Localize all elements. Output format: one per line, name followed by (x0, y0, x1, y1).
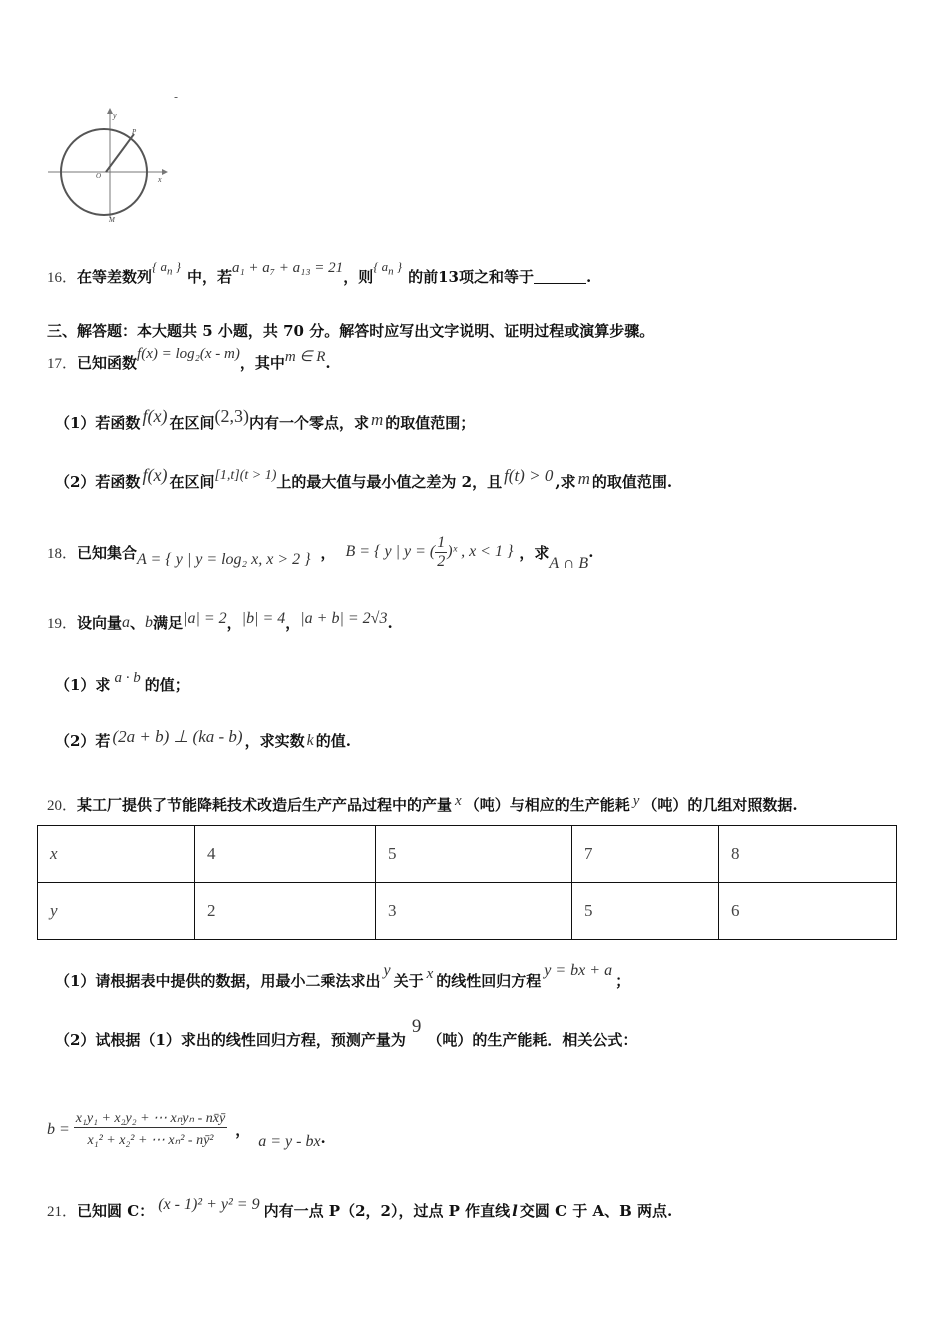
q16-text-5: 项之和等于 (459, 268, 535, 286)
q16-n13: 13 (438, 267, 459, 286)
section-3-title: 三、解答题：本大题共 5 小题，共 70 分。解答时应写出文字说明、证明过程或演算步骤。 (47, 322, 655, 340)
q19-cond-3: |a + b| = 2√3 (300, 609, 388, 627)
q19-text-1: 设向量 (77, 614, 123, 632)
q17-end: . (325, 353, 331, 372)
q19-p1-expr: a · b (114, 670, 141, 686)
q16-seq: { $a_n$ } (152, 259, 181, 278)
q20-data-table (37, 825, 897, 940)
q21-text-3: 交圆 C 于 A、B 两点. (519, 1202, 673, 1220)
table-cell: 5 (572, 883, 719, 940)
q20-p1-equation: y = bx + a (544, 961, 613, 979)
q20-part-1 (55, 961, 631, 991)
q17-condition: m ∈ R (284, 349, 326, 365)
q20-y: y (632, 793, 640, 809)
q19-part-1 (55, 670, 190, 695)
q19-sep: 、 (130, 614, 146, 632)
question-19 (47, 609, 393, 633)
q20-p1-y: y (383, 961, 391, 979)
q17-function: f(x) = log₂(x - m) (137, 346, 240, 362)
q17-number: 17． (47, 356, 78, 372)
q17-part-1 (55, 406, 476, 433)
table-cell: x (38, 826, 195, 883)
question-16 (47, 259, 592, 287)
q19-cond-1: |a| = 2 (183, 609, 227, 627)
q16-seq-2: { $a_n$ } (373, 259, 403, 278)
label-o: O (96, 172, 102, 180)
q20-formula (47, 1110, 326, 1149)
q17-p2-text-2: 上的最大值与最小值之差为 2，且 (276, 473, 503, 491)
q17-part-2 (55, 465, 673, 492)
label-p: P (132, 128, 137, 136)
q17-p2-text-4: 的取值范围. (591, 473, 673, 491)
q16-text-2: 中，若 (186, 268, 232, 286)
q17-p1-fx: f(x) (142, 406, 168, 426)
q19-p2-text-1: ，求实数 (244, 732, 305, 750)
q17-p2-m: m (577, 468, 590, 488)
q17-p2-label: （2）若函数 (55, 473, 141, 491)
table-cell: 2 (195, 883, 376, 940)
q19-p2-k: k (306, 731, 314, 749)
question-18 (47, 524, 593, 580)
q20-text-2: （吨）与相应的生产能耗 (464, 796, 630, 814)
question-17 (47, 346, 331, 373)
q17-p1-text-1: 在区间 (169, 414, 215, 432)
q16-text-3: ，则 (343, 268, 374, 286)
q17-p1-text-3: 的取值范围； (385, 414, 476, 432)
table-cell: 4 (195, 826, 376, 883)
q16-end: . (586, 267, 592, 286)
table-cell: 8 (719, 826, 897, 883)
formula-numerator: x₁y₁ + x₂y₂ + ⋯ xₙyₙ - nx̄ȳ (75, 1111, 226, 1126)
formula-b-fraction (74, 1110, 227, 1149)
question-21 (47, 1195, 673, 1221)
q17-text-1: 已知函数 (77, 354, 138, 372)
stray-mark: - (174, 90, 179, 104)
table-cell: 7 (572, 826, 719, 883)
q20-p1-text-2: 的线性回归方程 (436, 972, 542, 990)
q18-comma: ， (320, 543, 336, 562)
q19-p2-label: （2）若 (55, 732, 111, 750)
label-m: M (109, 216, 115, 224)
q17-p2-fx: f(x) (142, 465, 168, 485)
q19-p1-text-1: 的值； (144, 676, 190, 694)
table-row (38, 883, 897, 940)
formula-end: . (320, 1128, 326, 1147)
q18-number: 18． (47, 545, 78, 562)
q21-text-1: 已知圆 C： (77, 1202, 155, 1220)
q21-equation: (x - 1)² + y² = 9 (158, 1195, 260, 1213)
q17-p1-label: （1）若函数 (55, 414, 141, 432)
q19-p2-text-2: 的值. (315, 732, 351, 750)
q20-p1-label: （1）请根据表中提供的数据，用最小二乘法求出 (55, 972, 381, 990)
q20-text-1: 某工厂提供了节能降耗技术改造后生产产品过程中的产量 (77, 796, 453, 814)
label-y: y (113, 111, 117, 120)
q17-p2-interval: [1,t](t > 1) (214, 467, 277, 483)
q20-p2-nine: 9 (411, 1016, 422, 1037)
table-row (38, 826, 897, 883)
question-20 (47, 794, 798, 815)
q17-text-2: ，其中 (239, 354, 285, 372)
table-cell: y (38, 883, 195, 940)
q19-number: 19． (47, 616, 78, 632)
q21-l: l (512, 1201, 518, 1220)
label-x: x (158, 175, 162, 184)
q17-p2-text-3: ,求 (555, 473, 576, 491)
formula-comma: ， (235, 1121, 251, 1139)
q18-text-1: 已知集合 (77, 543, 138, 562)
q18-end: . (588, 543, 594, 561)
q20-number: 20． (47, 798, 78, 814)
q20-x: x (455, 793, 462, 809)
q16-text-4: 的前 (408, 268, 439, 286)
q18-set-a: A = { y | y = log₂ x, x > 2 } (137, 551, 311, 568)
q19-end: . (387, 613, 393, 632)
q16-text-1: 在等差数列 (77, 268, 153, 286)
q20-p1-x: x (426, 966, 434, 982)
q17-p2-condition: f(t) > 0 (504, 465, 554, 485)
q17-p1-interval: (2,3) (214, 406, 249, 426)
formula-denominator: x₁² + x₂² + ⋯ xₙ² - nȳ² (87, 1133, 214, 1148)
q20-p1-text-1: 关于 (393, 972, 424, 990)
q19-comma-2: ， (285, 614, 301, 632)
q16-number: 16． (47, 270, 78, 286)
formula-a-eq: a = y - bx (258, 1132, 321, 1150)
q18-set-b: B = { y | y = ( $\frac{1}{2}$ )ˣ , x < 1 } (345, 533, 514, 570)
q19-comma-1: ， (226, 614, 242, 632)
q19-cond-2: |b| = 4 (241, 609, 286, 627)
q19-p1-label: （1）求 (55, 676, 111, 694)
q20-p2-label: （2）试根据（1）求出的线性回归方程，预测产量为 (55, 1030, 406, 1049)
q20-p2-text-1: （吨）的生产能耗．相关公式： (427, 1030, 638, 1049)
table-cell: 5 (376, 826, 572, 883)
table-cell: 3 (376, 883, 572, 940)
circle-figure (40, 100, 180, 230)
q18-text-2: ，求 (519, 543, 550, 562)
q17-p2-text-1: 在区间 (169, 473, 215, 491)
q21-number: 21． (47, 1204, 78, 1220)
formula-b-lhs: b = (47, 1120, 70, 1138)
q17-p1-text-2: 内有一个零点，求 (248, 414, 369, 432)
x-axis-arrow (162, 169, 168, 175)
q19-p2-expr: (2a + b) ⊥ (ka - b) (112, 726, 243, 746)
table-cell: 6 (719, 883, 897, 940)
q17-p1-m: m (370, 409, 384, 429)
q21-text-2: 内有一点 P（2，2），过点 P 作直线 (263, 1202, 511, 1220)
q19-vec-a: a (122, 613, 131, 631)
q19-vec-b: b (145, 613, 154, 631)
q19-part-2 (55, 726, 351, 751)
q16-condition: a₁ + a₇ + a₁₃ = 21 (231, 260, 344, 276)
q18-target: A ∩ B (549, 555, 589, 572)
q20-part-2 (55, 1016, 638, 1050)
q16-answer-blank[interactable] (534, 269, 586, 284)
q19-text-2: 满足 (153, 614, 184, 632)
q20-p1-end: ； (615, 972, 631, 990)
q20-text-3: （吨）的几组对照数据. (642, 796, 798, 814)
